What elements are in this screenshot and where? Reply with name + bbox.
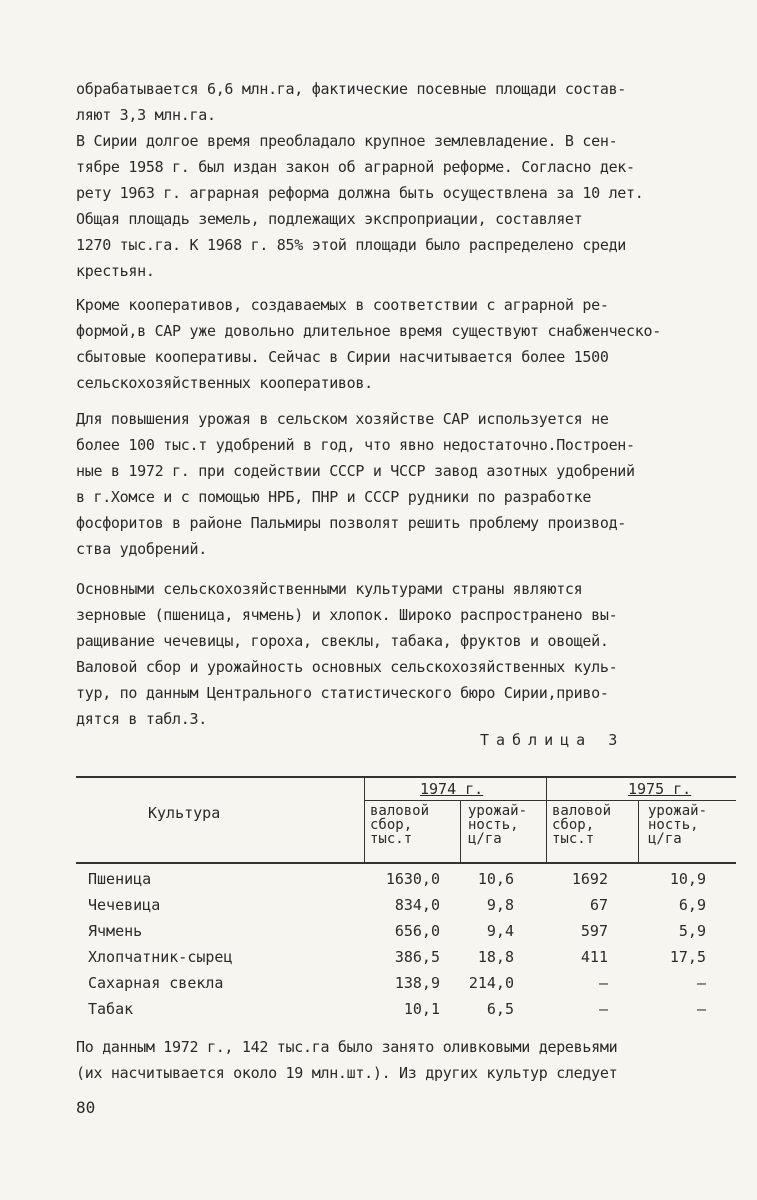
paragraph-7	[76, 1034, 736, 1086]
subheader-gross-yield-1974	[370, 804, 429, 846]
cell-yield-1974: 18,8	[477, 948, 514, 966]
cell-yield-1975: 6,9	[678, 896, 706, 914]
cell-yield-1975: –	[696, 1000, 706, 1018]
year-header-1974: 1974 г.	[420, 780, 484, 798]
cell-value-1975: 597	[580, 922, 608, 940]
table-vertical-rule	[546, 776, 547, 862]
cell-crop: Ячмень	[88, 922, 143, 940]
cell-yield-1975: 5,9	[678, 922, 706, 940]
text-line: дятся в табл.3.	[76, 710, 207, 728]
table-vertical-rule	[364, 776, 365, 862]
table-vertical-rule	[638, 800, 639, 862]
crop-table	[76, 776, 736, 1026]
cell-value-1974: 10,1	[403, 1000, 440, 1018]
cell-value-1975: –	[598, 1000, 608, 1018]
subheader-line: урожай-	[648, 803, 708, 819]
subheader-line: ц/га	[468, 831, 502, 847]
table-header-rule	[76, 862, 736, 864]
text-line: фосфоритов в районе Пальмиры позволят решить проблему производ-	[76, 514, 627, 532]
cell-yield-1975: 17,5	[669, 948, 706, 966]
text-line: ращивание чечевицы, гороха, свеклы, табака, фруктов и овощей.	[76, 632, 609, 650]
cell-yield-1974: 10,6	[477, 870, 514, 888]
cell-value-1974: 834,0	[394, 896, 440, 914]
text-line: Основными сельскохозяйственными культурами страны являются	[76, 580, 583, 598]
subheader-line: сбор,	[552, 817, 595, 833]
subheader-line: валовой	[370, 803, 430, 819]
cell-crop: Хлопчатник-сырец	[88, 948, 233, 966]
subheader-gross-yield-1975	[552, 804, 611, 846]
subheader-line: ность,	[468, 817, 519, 833]
paragraph-4	[76, 406, 736, 562]
text-line: ляют 3,3 млн.га.	[76, 106, 216, 124]
subheader-line: тыс.т	[552, 831, 595, 847]
text-line: По данным 1972 г., 142 тыс.га было занято оливковыми деревьями	[76, 1038, 618, 1056]
subheader-line: валовой	[552, 803, 612, 819]
text-line: 1270 тыс.га. К 1968 г. 85% этой площади было распределено среди	[76, 236, 627, 254]
text-line: рету 1963 г. аграрная реформа должна быть осуществлена за 10 лет.	[76, 184, 644, 202]
text-line: формой,в САР уже довольно длительное время существуют снабженческо-	[76, 322, 661, 340]
text-line: крестьян.	[76, 262, 155, 280]
cell-value-1974: 656,0	[394, 922, 440, 940]
column-header-crop: Культура	[148, 804, 221, 822]
text-line: Кроме кооперативов, создаваемых в соответствии с аграрной ре-	[76, 296, 609, 314]
text-line: В Сирии долгое время преобладало крупное землевладение. В сен-	[76, 132, 618, 150]
cell-value-1974: 138,9	[394, 974, 440, 992]
table-vertical-rule	[460, 800, 461, 862]
text-line: Общая площадь земель, подлежащих экспроприации, составляет	[76, 210, 583, 228]
subheader-productivity-1974	[468, 804, 527, 846]
text-line: тур, по данным Центрального статистического бюро Сирии,приво-	[76, 684, 609, 702]
page-number: 80	[76, 1098, 96, 1117]
table-caption: Таблица 3	[480, 731, 625, 749]
cell-value-1974: 1630,0	[385, 870, 440, 888]
text-line: (их насчитывается около 19 млн.шт.). Из других культур следует	[76, 1064, 618, 1082]
cell-yield-1974: 9,8	[486, 896, 514, 914]
cell-yield-1974: 214,0	[468, 974, 514, 992]
text-line: тябре 1958 г. был издан закон об аграрной реформе. Согласно дек-	[76, 158, 635, 176]
text-line: Для повышения урожая в сельском хозяйстве САР используется не	[76, 410, 609, 428]
text-line: сельскохозяйственных кооперативов.	[76, 374, 373, 392]
text-line: сбытовые кооперативы. Сейчас в Сирии насчитывается более 1500	[76, 348, 609, 366]
cell-yield-1975: –	[696, 974, 706, 992]
text-line: более 100 тыс.т удобрений в год, что явно недостаточно.Построен-	[76, 436, 635, 454]
cell-value-1975: 411	[580, 948, 608, 966]
subheader-line: тыс.т	[370, 831, 413, 847]
text-line: обрабатывается 6,6 млн.га, фактические посевные площади состав-	[76, 80, 627, 98]
subheader-productivity-1975	[648, 804, 707, 846]
cell-crop: Табак	[88, 1000, 134, 1018]
year-header-1975: 1975 г.	[628, 780, 692, 798]
table-top-rule	[76, 776, 736, 778]
paragraph-5	[76, 576, 736, 654]
paragraph-2	[76, 128, 736, 284]
cell-yield-1975: 10,9	[669, 870, 706, 888]
text-line: в г.Хомсе и с помощью НРБ, ПНР и СССР рудники по разработке	[76, 488, 592, 506]
table-year-rule	[364, 800, 736, 801]
cell-value-1975: –	[598, 974, 608, 992]
text-line: Валовой сбор и урожайность основных сельскохозяйственных куль-	[76, 658, 618, 676]
subheader-line: ность,	[648, 817, 699, 833]
paragraph-1	[76, 76, 736, 128]
cell-yield-1974: 6,5	[486, 1000, 514, 1018]
text-line: зерновые (пшеница, ячмень) и хлопок. Широко распространено вы-	[76, 606, 618, 624]
cell-value-1974: 386,5	[394, 948, 440, 966]
cell-value-1975: 1692	[571, 870, 608, 888]
subheader-line: ц/га	[648, 831, 682, 847]
subheader-line: урожай-	[468, 803, 528, 819]
cell-crop: Сахарная свекла	[88, 974, 224, 992]
cell-yield-1974: 9,4	[486, 922, 514, 940]
paragraph-3	[76, 292, 736, 396]
cell-crop: Пшеница	[88, 870, 152, 888]
cell-value-1975: 67	[589, 896, 608, 914]
subheader-line: сбор,	[370, 817, 413, 833]
paragraph-6	[76, 654, 736, 732]
text-line: ства удобрений.	[76, 540, 207, 558]
text-line: ные в 1972 г. при содействии СССР и ЧССР завод азотных удобрений	[76, 462, 635, 480]
cell-crop: Чечевица	[88, 896, 161, 914]
